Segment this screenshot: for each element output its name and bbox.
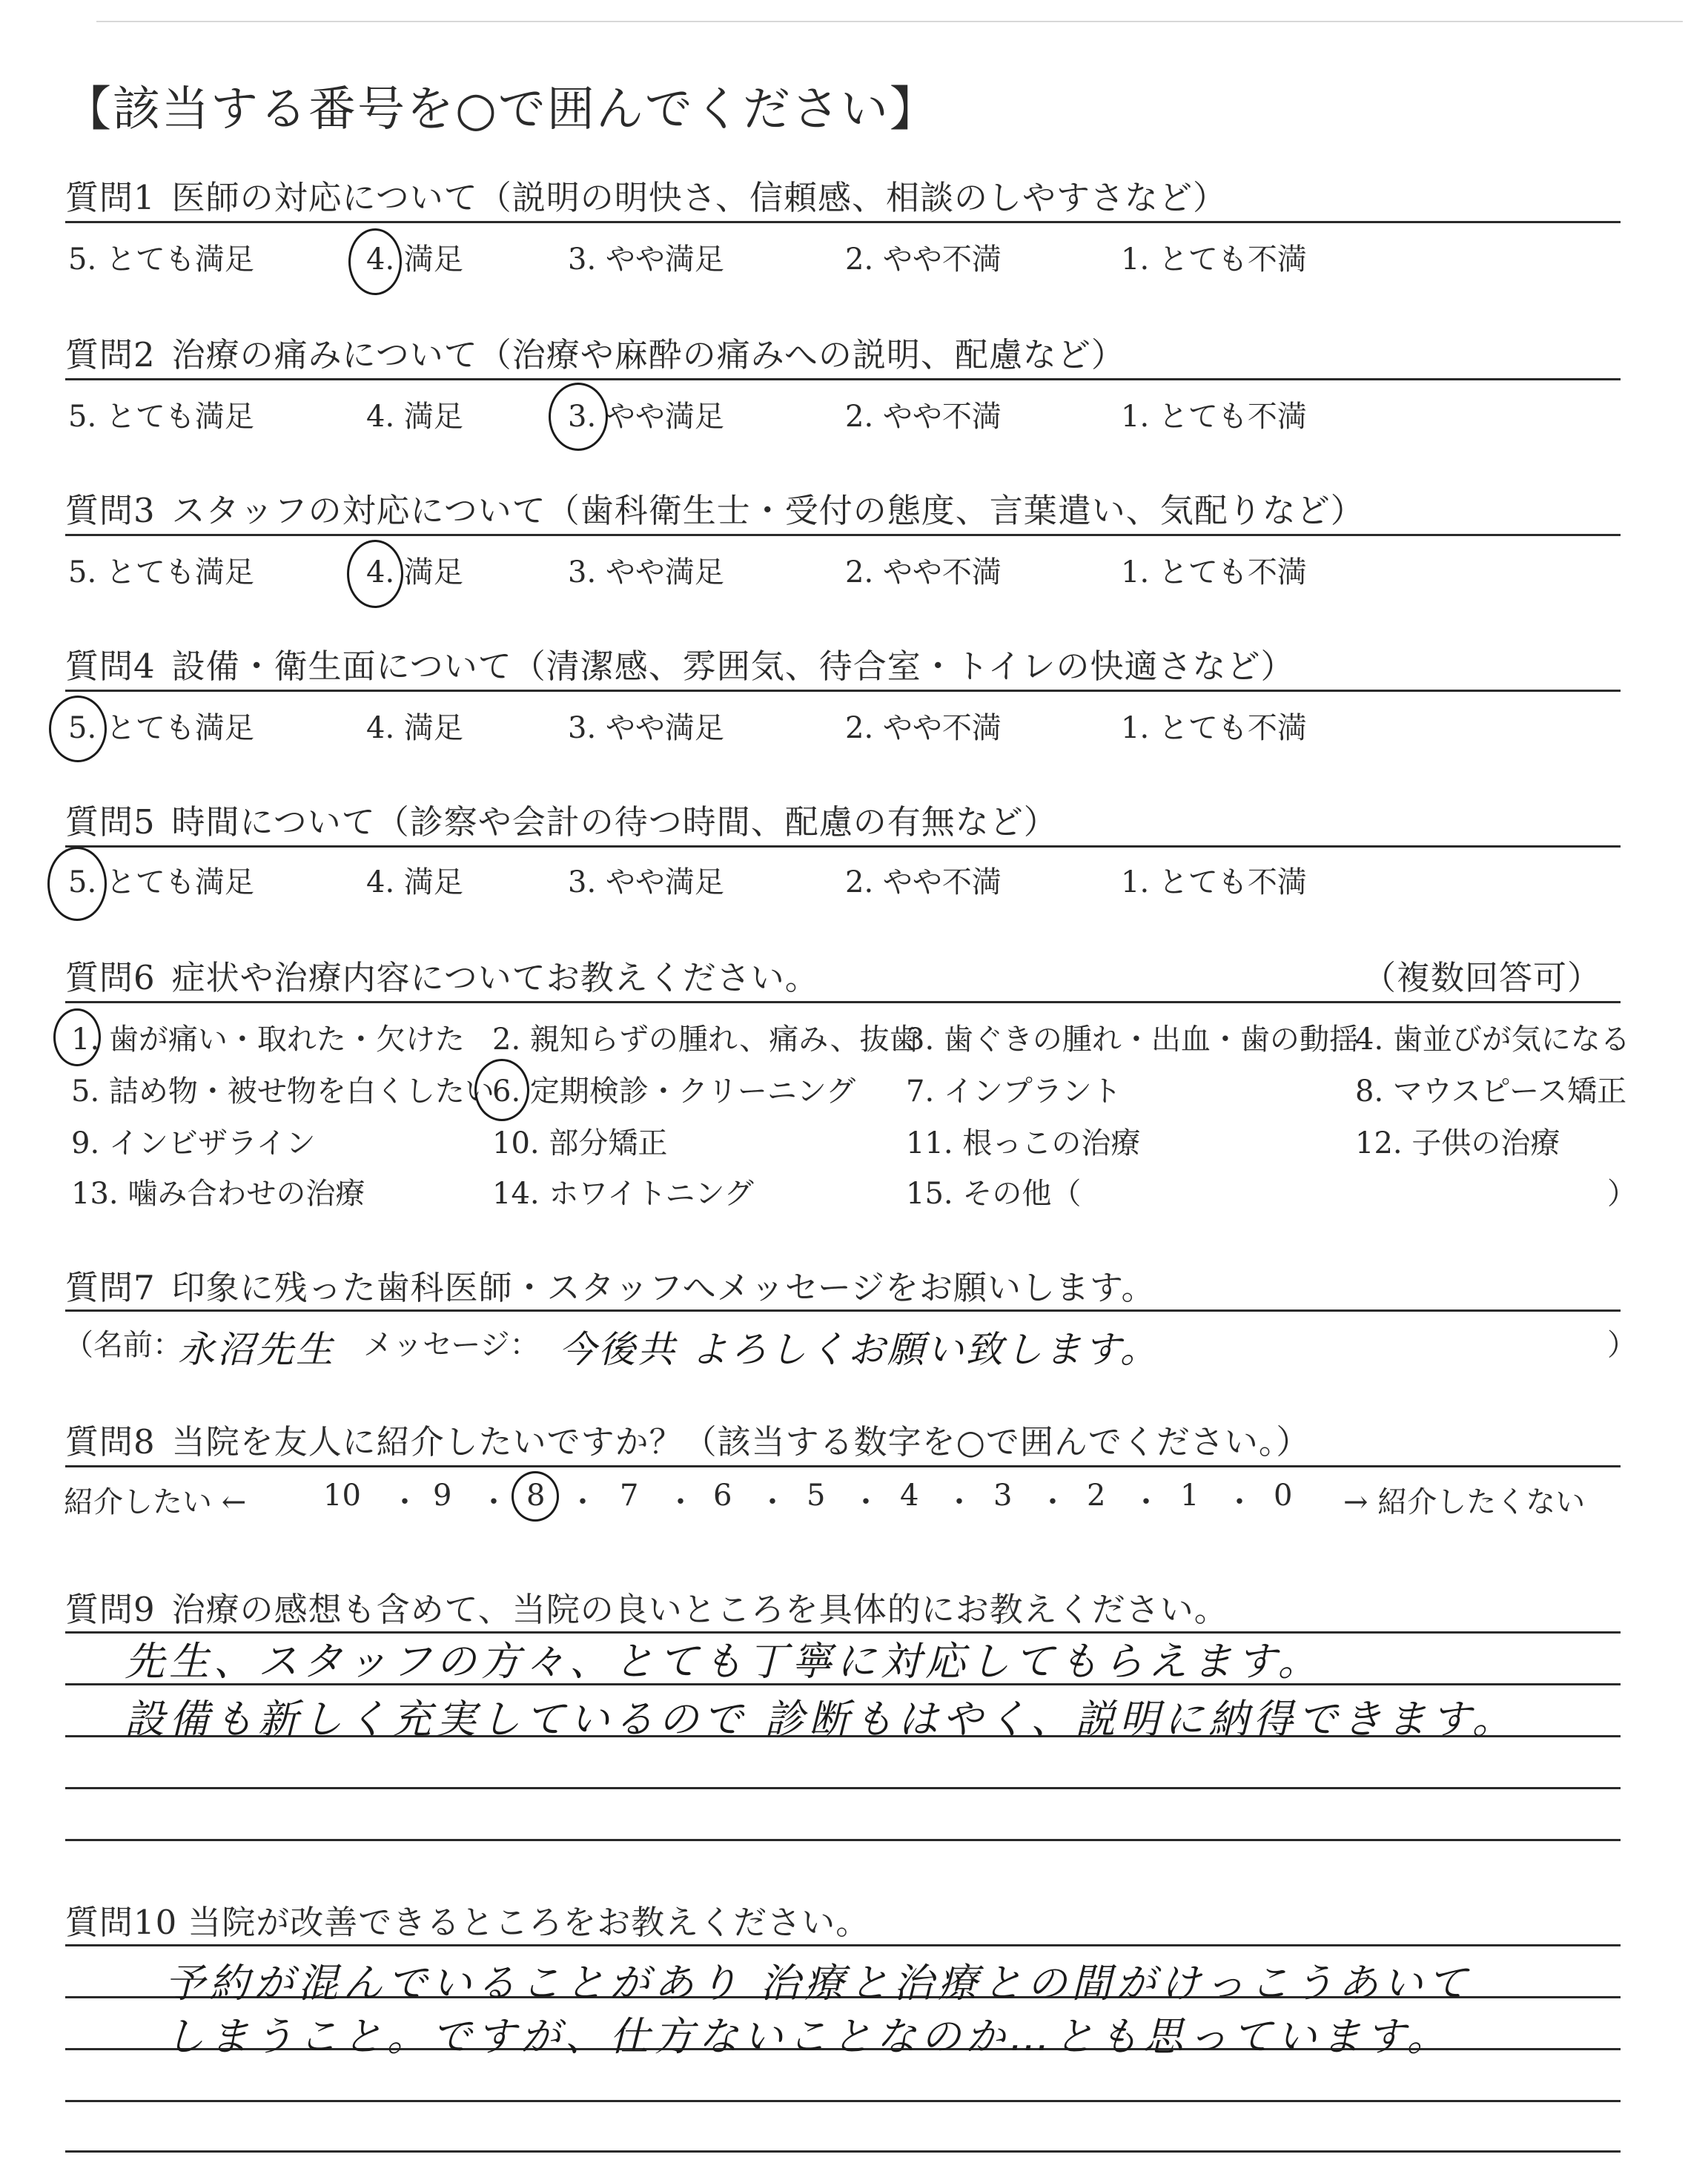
q8-score-1[interactable]: 1	[1180, 1479, 1199, 1513]
question-9-label: 質問9	[65, 1590, 156, 1629]
q5-option-1[interactable]: 1. とても不満	[1121, 865, 1307, 899]
q8-separator: ・	[568, 1485, 598, 1519]
question-9-text: 治療の感想も含めて、当院の良いところを具体的にお教えください。	[171, 1590, 1228, 1629]
q8-score-8[interactable]: 8	[526, 1479, 546, 1513]
question-5-rule	[65, 845, 1621, 848]
q4-option-1[interactable]: 1. とても不満	[1121, 711, 1307, 745]
q1-option-2[interactable]: 2. やや不満	[845, 242, 1002, 277]
q4-option-4[interactable]: 4. 満足	[366, 711, 463, 745]
q1-option-3[interactable]: 3. やや満足	[568, 242, 724, 277]
q2-option-4[interactable]: 4. 満足	[366, 400, 463, 434]
q10-answer-line	[65, 2100, 1621, 2102]
question-4-label: 質問4	[65, 647, 156, 686]
question-8-heading	[65, 1415, 1310, 1463]
q6-option-14[interactable]: 14. ホワイトニング	[492, 1177, 754, 1211]
question-5-text: 時間について（診察や会計の待つ時間、配慮の有無など）	[171, 802, 1058, 842]
q3-option-4[interactable]: 4. 満足	[366, 555, 463, 589]
question-3-rule	[65, 534, 1621, 536]
question-7-text: 印象に残った歯科医師・スタッフへメッセージをお願いします。	[171, 1268, 1156, 1307]
q8-separator: ・	[390, 1485, 420, 1519]
q6-option-1[interactable]: 1. 歯が痛い・取れた・欠けた	[71, 1023, 465, 1057]
q2-option-1[interactable]: 1. とても不満	[1121, 400, 1307, 434]
q5-option-5[interactable]: 5. とても満足	[68, 865, 254, 899]
q1-option-4[interactable]: 4. 満足	[366, 242, 463, 277]
q7-name-value[interactable]: 永沼先生	[178, 1328, 335, 1371]
q6-option-6[interactable]: 6. 定期検診・クリーニング	[492, 1074, 856, 1109]
page-title: 【該当する番号を○で囲んでください】	[64, 82, 939, 137]
q2-option-5[interactable]: 5. とても満足	[68, 400, 254, 434]
q5-option-3[interactable]: 3. やや満足	[568, 865, 724, 899]
q3-option-3[interactable]: 3. やや満足	[568, 555, 724, 589]
q6-option-15[interactable]: 15. その他（	[906, 1177, 1082, 1211]
q8-score-10[interactable]: 10	[323, 1479, 361, 1513]
question-8-label: 質問8	[65, 1422, 156, 1462]
q7-message-value[interactable]: 今後共 よろしくお願い致します。	[559, 1328, 1159, 1371]
q9-answer-line	[65, 1839, 1621, 1841]
question-4-rule	[65, 690, 1621, 692]
q6-option-8[interactable]: 8. マウスピース矯正	[1355, 1074, 1627, 1109]
q6-selection-circle-6	[474, 1059, 529, 1121]
q4-selection-circle	[49, 696, 107, 762]
q8-score-0[interactable]: 0	[1274, 1479, 1293, 1513]
question-6-text: 症状や治療内容についてお教えください。	[171, 958, 819, 997]
question-8-text: 当院を友人に紹介したいですか？（該当する数字を○で囲んでください。）	[171, 1422, 1311, 1462]
q9-answer-line	[65, 1787, 1621, 1789]
question-6-heading	[65, 951, 819, 999]
question-10-rule	[65, 1944, 1621, 1946]
q8-separator: ・	[1038, 1485, 1068, 1519]
q1-selection-circle	[348, 228, 402, 295]
q4-option-3[interactable]: 3. やや満足	[568, 711, 724, 745]
q2-option-3[interactable]: 3. やや満足	[568, 400, 724, 434]
question-2-label: 質問2	[65, 335, 156, 374]
q3-selection-circle	[347, 540, 403, 608]
question-6-label: 質問6	[65, 958, 156, 997]
q5-option-4[interactable]: 4. 満足	[366, 865, 463, 899]
q6-selection-circle-1	[53, 1008, 101, 1066]
question-6-rule	[65, 1001, 1621, 1003]
question-10-text: 当院が改善できるところをお教えください。	[188, 1903, 870, 1942]
q8-separator: ・	[851, 1485, 881, 1519]
q9-answer-line-1[interactable]: 先生、スタッフの方々、とても丁寧に対応してもらえます。	[125, 1638, 1323, 1685]
q6-option-12[interactable]: 12. 子供の治療	[1355, 1126, 1560, 1160]
question-3-label: 質問3	[65, 491, 156, 530]
q6-option-9[interactable]: 9. インビザライン	[71, 1126, 316, 1160]
question-2-heading	[65, 328, 1125, 376]
top-border	[96, 21, 1683, 22]
question-4-heading	[65, 639, 1295, 687]
q8-score-2[interactable]: 2	[1087, 1479, 1106, 1513]
q3-option-2[interactable]: 2. やや不満	[845, 555, 1002, 589]
q9-answer-line-2[interactable]: 設備も新しく充実しているので 診断もはやく、説明に納得できます。	[125, 1696, 1517, 1743]
q8-score-3[interactable]: 3	[993, 1479, 1013, 1513]
q6-option-10[interactable]: 10. 部分矯正	[492, 1126, 668, 1160]
q4-option-2[interactable]: 2. やや不満	[845, 711, 1002, 745]
question-3-text: スタッフの対応について（歯科衛生士・受付の態度、言葉遣い、気配りなど）	[171, 491, 1365, 530]
question-2-text: 治療の痛みについて（治療や麻酔の痛みへの説明、配慮など）	[171, 335, 1125, 374]
q8-selection-circle	[512, 1471, 559, 1522]
question-10-heading	[65, 1895, 870, 1943]
q3-option-5[interactable]: 5. とても満足	[68, 555, 254, 589]
q7-name-label: （名前：	[64, 1328, 182, 1362]
question-1-text: 医師の対応について（説明の明快さ、信頼感、相談のしやすさなど）	[171, 178, 1227, 217]
q8-score-9[interactable]: 9	[433, 1479, 452, 1513]
question-1-label: 質問1	[65, 178, 156, 217]
q6-option-3[interactable]: 3. 歯ぐきの腫れ・出血・歯の動揺	[906, 1023, 1359, 1057]
question-1-rule	[65, 221, 1621, 223]
question-1-heading	[65, 171, 1227, 219]
question-9-heading	[65, 1582, 1228, 1631]
q8-right-label: → 紹介したくない	[1343, 1485, 1586, 1519]
q8-score-6[interactable]: 6	[713, 1479, 732, 1513]
q5-option-2[interactable]: 2. やや不満	[845, 865, 1002, 899]
q7-close-paren: ）	[1607, 1328, 1637, 1362]
question-7-heading	[65, 1261, 1155, 1309]
question-5-label: 質問5	[65, 802, 156, 842]
q5-selection-circle	[47, 847, 107, 921]
q1-option-1[interactable]: 1. とても不満	[1121, 242, 1307, 277]
q8-left-label: 紹介したい ←	[64, 1485, 247, 1519]
question-10-label: 質問10	[65, 1903, 178, 1942]
q6-other-close-paren: ）	[1607, 1177, 1637, 1211]
q8-separator: ・	[944, 1485, 974, 1519]
question-3-heading	[65, 483, 1365, 532]
q8-separator: ・	[1131, 1485, 1161, 1519]
question-6-note: （複数回答可）	[1363, 958, 1602, 997]
q8-separator: ・	[666, 1485, 695, 1519]
q10-answer-line-1[interactable]: 予約が混んでいることがあり 治療と治療との間がけっこうあいて	[165, 1960, 1472, 2007]
q8-score-5[interactable]: 5	[807, 1479, 826, 1513]
question-7-rule	[65, 1309, 1621, 1312]
question-5-heading	[65, 795, 1058, 843]
q3-option-1[interactable]: 1. とても不満	[1121, 555, 1307, 589]
q6-option-4[interactable]: 4. 歯並びが気になる	[1355, 1023, 1630, 1057]
question-8-rule	[65, 1465, 1621, 1467]
q2-selection-circle	[549, 383, 608, 451]
q10-answer-line	[65, 2150, 1621, 2153]
question-7-label: 質問7	[65, 1268, 156, 1307]
q10-answer-line-2[interactable]: しまうこと。ですが、仕方ないことなのか…とも思っています。	[165, 2013, 1452, 2060]
q6-option-13[interactable]: 13. 噛み合わせの治療	[71, 1177, 365, 1211]
q8-separator: ・	[479, 1485, 509, 1519]
q8-score-4[interactable]: 4	[900, 1479, 919, 1513]
q8-separator: ・	[1225, 1485, 1254, 1519]
q6-option-7[interactable]: 7. インプラント	[906, 1074, 1122, 1109]
question-4-text: 設備・衛生面について（清潔感、雰囲気、待合室・トイレの快適さなど）	[171, 647, 1295, 686]
q8-separator: ・	[758, 1485, 787, 1519]
q8-score-7[interactable]: 7	[620, 1479, 639, 1513]
q1-option-5[interactable]: 5. とても満足	[68, 242, 254, 277]
q4-option-5[interactable]: 5. とても満足	[68, 711, 254, 745]
q7-message-label: メッセージ：	[363, 1328, 540, 1362]
question-2-rule	[65, 378, 1621, 380]
q2-option-2[interactable]: 2. やや不満	[845, 400, 1002, 434]
q6-option-11[interactable]: 11. 根っこの治療	[906, 1126, 1141, 1160]
q6-option-2[interactable]: 2. 親知らずの腫れ、痛み、抜歯	[492, 1023, 919, 1057]
q6-option-5[interactable]: 5. 詰め物・被せ物を白くしたい	[71, 1074, 494, 1109]
